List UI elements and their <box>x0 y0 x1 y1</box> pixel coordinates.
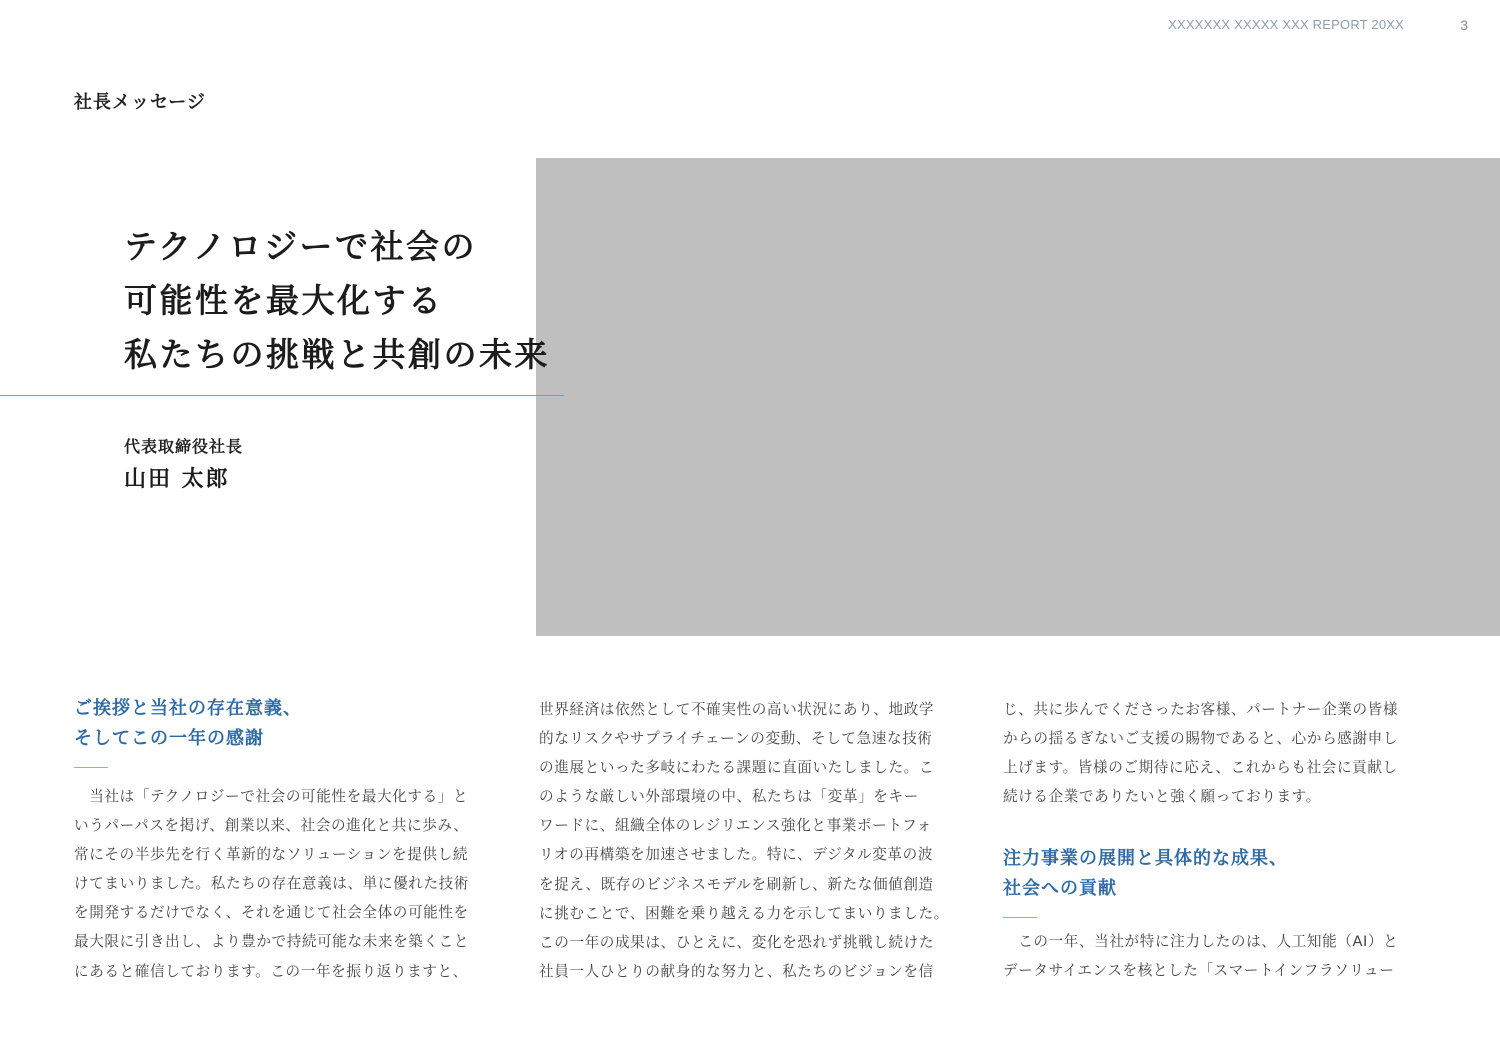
body-line: 的なリスクやサプライチェーンの変動、そして急速な技術 <box>539 730 933 748</box>
body-line: 世界経済は依然として不確実性の高い状況にあり、地政学 <box>539 701 935 718</box>
headline-divider <box>0 395 564 396</box>
body-line: 社員一人ひとりの献身的な努力と、私たちのビジョンを信 <box>539 962 934 980</box>
headline-line: テクノロジーで社会の <box>124 227 478 266</box>
body-line: の進展といった多岐にわたる課題に直面いたしました。こ <box>539 759 935 777</box>
body-line: に挑むことで、困難を乗り越える力を示してまいりました。 <box>539 904 949 922</box>
president-name: 山田 太郎 <box>124 467 230 492</box>
body-line: 常にその半歩先を行く革新的なソリューションを提供し続 <box>74 846 469 864</box>
column-1-subhead <box>74 694 302 754</box>
column-1-body <box>74 782 514 986</box>
body-line: ワードに、組織全体のレジリエンス強化と事業ポートフォ <box>539 817 932 835</box>
body-line: を開発するだけでなく、それを通じて社会全体の可能性を <box>74 904 469 922</box>
column-2-body <box>539 695 979 986</box>
body-line: からの揺るぎないご支援の賜物であると、心から感謝申し <box>1003 730 1399 748</box>
body-line: 上げます。皆様のご期待に応え、これからも社会に貢献し <box>1003 759 1398 777</box>
body-line: 最大限に引き出し、より豊かで持続可能な未来を築くこと <box>74 933 470 951</box>
body-line: じ、共に歩んでくださったお客様、パートナー企業の皆様 <box>1003 701 1399 718</box>
body-line: のような厳しい外部環境の中、私たちは「変革」をキー <box>539 788 919 806</box>
body-line: データサイエンスを核とした「スマートインフラソリュー <box>1003 962 1395 980</box>
president-photo-placeholder <box>536 158 1500 636</box>
report-title: XXXXXXX XXXXX XXX REPORT 20XX <box>1168 17 1404 32</box>
body-line: にあると確信しております。この一年を振り返りますと、 <box>74 962 468 980</box>
body-line: この一年の成果は、ひとえに、変化を恐れず挑戦し続けた <box>539 933 935 951</box>
column-3-body <box>1003 695 1443 811</box>
section-label: 社長メッセージ <box>74 92 206 113</box>
body-line: リオの再構築を加速させました。特に、デジタル変革の波 <box>539 846 934 864</box>
column-3-body-2 <box>1003 927 1443 985</box>
body-line: この一年、当社が特に注力したのは、人工知能（AI）と <box>1003 933 1399 950</box>
headline <box>124 220 550 382</box>
body-line: けてまいりました。私たちの存在意義は、単に優れた技術 <box>74 875 470 893</box>
column-3-subhead <box>1003 844 1288 904</box>
page-number: 3 <box>1460 17 1468 33</box>
body-line: 続ける企業でありたいと強く願っております。 <box>1003 788 1321 806</box>
subhead-line: 注力事業の展開と具体的な成果、 <box>1003 848 1288 869</box>
body-line: 当社は「テクノロジーで社会の可能性を最大化する」と <box>74 788 469 805</box>
subhead-line: 社会への貢献 <box>1003 878 1117 899</box>
column-1-subhead-divider <box>74 767 108 768</box>
column-3-subhead-divider <box>1003 917 1037 918</box>
body-line: いうパーパスを掲げ、創業以来、社会の進化と共に歩み、 <box>74 817 469 835</box>
subhead-line: ご挨拶と当社の存在意義、 <box>74 698 302 719</box>
body-line: を捉え、既存のビジネスモデルを刷新し、新たな価値創造 <box>539 875 934 893</box>
subhead-line: そしてこの一年の感謝 <box>74 728 264 749</box>
headline-line: 可能性を最大化する <box>124 281 444 320</box>
headline-line: 私たちの挑戦と共創の未来 <box>124 335 550 374</box>
president-role: 代表取締役社長 <box>124 437 244 456</box>
